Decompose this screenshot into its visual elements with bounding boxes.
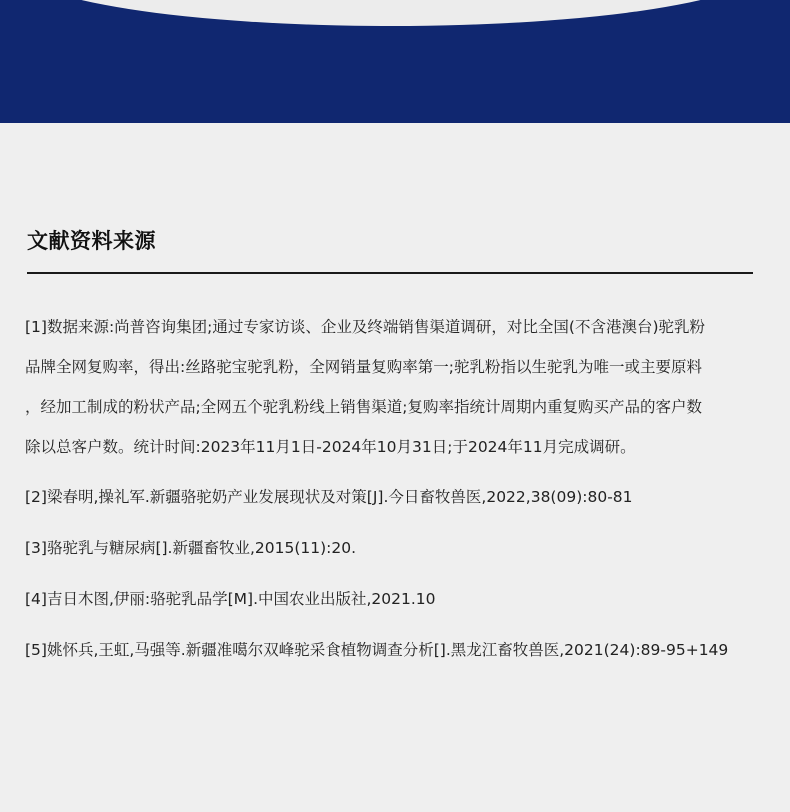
reference-5: [5]姚怀兵,王虹,马强等.新疆准噶尔双峰驼采食植物调查分析[].黑龙江畜牧兽医,2021(24):89-95+149 [25,641,729,659]
reference-2: [2]梁春明,操礼军.新疆骆驼奶产业发展现状及对策[J].今日畜牧兽医,2022,38(09):80-81 [25,488,633,506]
references-section [0,123,790,812]
banner-arc [20,0,762,26]
reference-1-line-1: [1]数据来源:尚普咨询集团;通过专家访谈、企业及终端销售渠道调研，对比全国(不含港澳台)驼乳粉 [25,318,705,336]
reference-4: [4]吉日木图,伊丽:骆驼乳品学[M].中国农业出版社,2021.10 [25,590,436,608]
reference-3: [3]骆驼乳与糖尿病[].新疆畜牧业,2015(11):20. [25,539,357,557]
reference-1 [25,307,765,467]
title-divider [27,272,753,274]
section-title: 文献资料来源 [27,229,156,253]
reference-1-line-4: 除以总客户数。统计时间:2023年11月1日-2024年10月31日;于2024年11月完成调研。 [25,438,636,456]
reference-1-line-3: ，经加工制成的粉状产品;全网五个驼乳粉线上销售渠道;复购率指统计周期内重复购买产品的客户数 [25,398,702,416]
top-banner [0,0,790,123]
reference-1-line-2: 品牌全网复购率，得出:丝路驼宝驼乳粉，全网销量复购率第一;驼乳粉指以生驼乳为唯一或主要原料 [25,358,702,376]
